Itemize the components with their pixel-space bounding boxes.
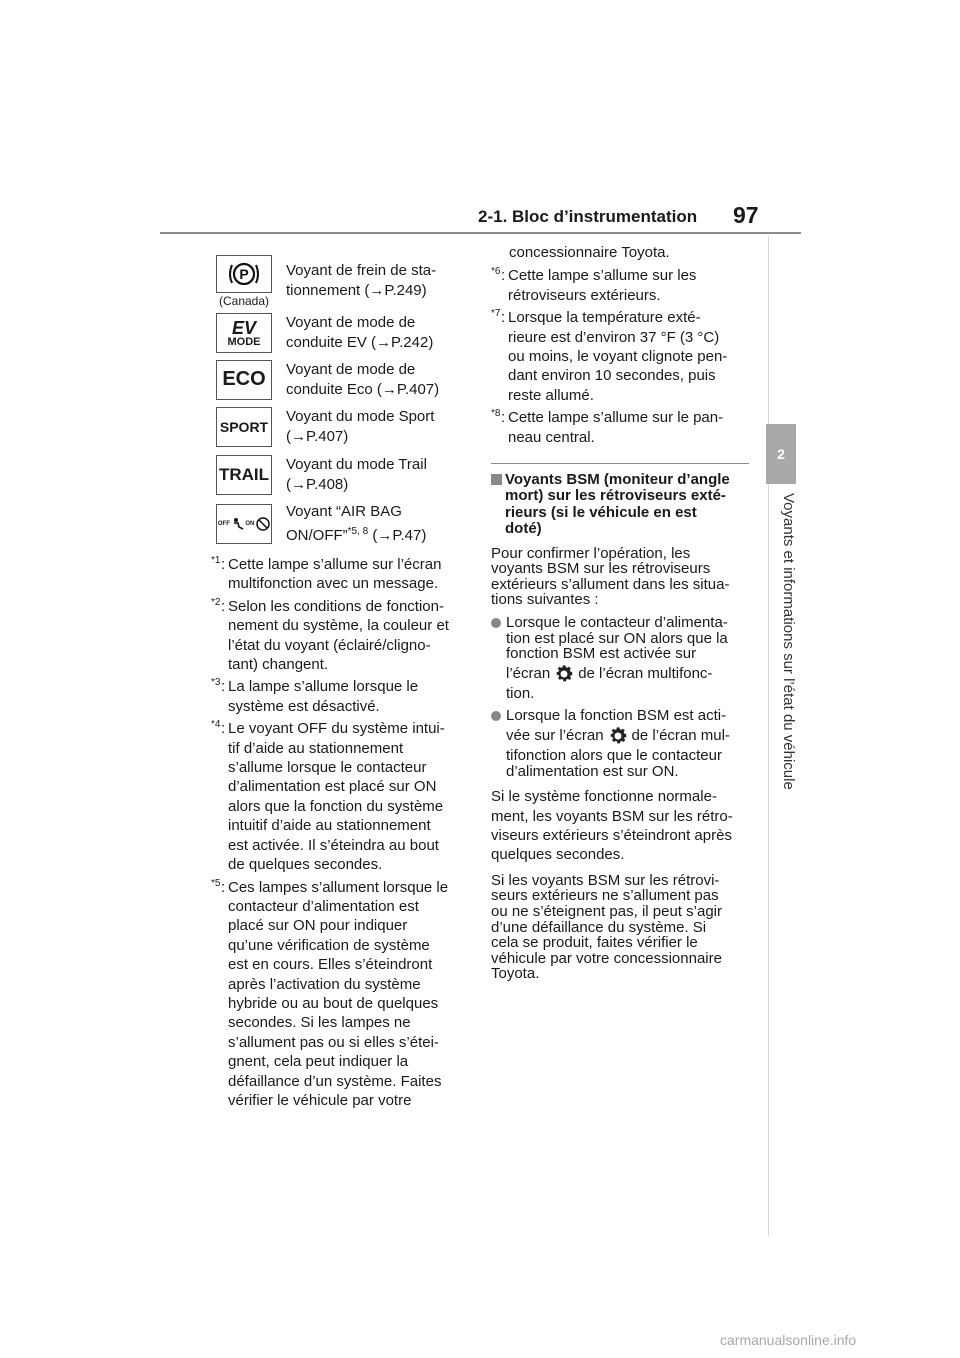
seated-passenger-icon	[232, 517, 244, 531]
indicator-row	[212, 499, 462, 549]
footnote: *6 : Cette lampe s’allume sur les rétroviseurs extérieurs.	[491, 266, 753, 305]
indicator-row	[212, 451, 462, 499]
icon-caption: (Canada)	[218, 293, 270, 308]
indicator-description: conduite Eco (→P.407)	[286, 380, 440, 398]
watermark: carmanualsonline.info	[720, 1332, 857, 1348]
side-rule	[768, 236, 769, 1236]
footnote: *7 : Lorsque la température exté- rieure est d’environ 37 °F (3 °C) ou moins, le voyant clignote pen- dant environ 10 secondes, puis reste allumé.	[491, 308, 753, 405]
footnote-ref: *5, 8	[347, 526, 369, 537]
parking-brake-icon	[216, 255, 272, 293]
airbag-off-icon: OFF ON	[216, 504, 272, 544]
indicator-description: ON/OFF”	[286, 527, 348, 544]
footnote-mark: *7	[491, 308, 501, 320]
indicator-description: (→P.408)	[286, 476, 349, 493]
footnote-mark: *4	[211, 719, 221, 731]
airbag-off-symbol-icon	[256, 517, 270, 531]
section-marker-icon	[491, 474, 502, 485]
gear-icon	[553, 663, 575, 685]
footnote-mark: *1	[211, 555, 221, 566]
indicator-row	[212, 403, 462, 451]
bullet-dot-icon	[491, 618, 501, 628]
bsm-intro: Pour confirmer l’opération, les voyants BSM sur les rétroviseurs extérieurs s’allument dans les situa- tions suivantes :	[491, 544, 730, 609]
footnote-continuation: concessionnaire Toyota.	[509, 244, 670, 261]
indicator-description: Voyant du mode Sport	[286, 408, 435, 425]
indicator-description: conduite EV (→P.242)	[286, 334, 434, 351]
indicator-description: (→P.407)	[286, 428, 349, 445]
chapter-label: Voyants et informations sur l’état du véhicule	[780, 493, 797, 790]
indicator-description: tionnement (→P.249)	[286, 282, 427, 299]
header-rule	[160, 232, 801, 234]
chapter-tab[interactable]: 2	[766, 424, 796, 484]
indicator-description: Voyant du mode Trail	[286, 456, 427, 473]
indicator-description: Voyant de frein de sta-	[286, 262, 437, 279]
section-header-title: 2-1. Bloc d’instrumentation	[478, 207, 698, 226]
footnote-mark: *6	[491, 266, 501, 278]
footnote-mark: *8	[491, 408, 501, 420]
page-number: 97	[733, 202, 759, 228]
indicator-description: Voyant “AIR BAG	[286, 503, 402, 520]
footnote: *2 : Selon les conditions de fonction- nement du système, la couleur et l’état du voyant (éclairé/cligno- tant) changent.	[211, 597, 466, 675]
svg-text:P: P	[239, 265, 249, 282]
footnote-mark: *2	[211, 596, 221, 608]
page-reference: (→P.47)	[368, 527, 427, 544]
bullet-dot-icon	[491, 711, 501, 721]
gear-icon	[607, 725, 629, 747]
sport-icon: SPORT	[216, 407, 272, 447]
footnote: *4 : Le voyant OFF du système intui- tif d’aide au stationnement s’allume lorsque le contacteur d’alimentation est placé sur ON alors que la fonction du système intuitif d’aide au stationnement est activée. Il s’éteindra au bout de quelques secondes.	[211, 719, 466, 874]
bsm-section-title: Voyants BSM (moniteur d’angle mort) sur les rétroviseurs exté- rieurs (si le véhicule en est doté)	[491, 472, 753, 538]
bsm-fault-notice: Si les voyants BSM sur les rétrovi- seurs extérieurs ne s’allument pas ou ne s’éteignent pas, il peut s’agir d’une défaillance du système. Si cela se produit, faites vérifier le véhicule par votre concessionnaire Toyota.	[491, 871, 722, 983]
bsm-normal-operation: Si le système fonctionne normale- ment, les voyants BSM sur les rétro- viseurs extérieurs s’éteindront après quelques secondes.	[491, 788, 733, 864]
trail-icon: TRAIL	[216, 455, 272, 495]
footnote: *3 : La lampe s’allume lorsque le système est désactivé.	[211, 677, 466, 716]
eco-icon: ECO	[216, 360, 272, 400]
footnote: *5 : Ces lampes s’allument lorsque le contacteur d’alimentation est placé sur ON pour indiquer qu’une vérification de système est en cours. Elles s’éteindront après l’activation du système hybride ou au bout de quelques secondes. Si les lampes ne s’allument pas ou si elles s’étei- gnent, cela peut indiquer la défaillance d’un système. Faites vérifier le véhicule par votre	[211, 878, 466, 1111]
footnote: *1 : Cette lampe s’allume sur l’écran multifonction avec un message.	[211, 555, 466, 594]
footnotes-left	[211, 555, 466, 1113]
indicator-row	[212, 356, 462, 403]
ev-mode-icon: EV MODE	[216, 313, 272, 353]
indicator-row	[212, 252, 462, 310]
bsm-condition-item: Lorsque la fonction BSM est acti- vée sur l’écran de l’écran mul- tifonction alors que le contacteur d’alimentation est sur ON.	[491, 708, 753, 779]
bsm-condition-item: Lorsque le contacteur d’alimenta- tion est placé sur ON alors que la fonction BSM est activée sur l’écran de l’écran multifonc- tion.	[491, 615, 753, 701]
indicator-description: Voyant de mode de	[286, 360, 416, 378]
footnote: *8 : Cette lampe s’allume sur le pan- neau central.	[491, 408, 753, 447]
right-column	[491, 243, 753, 982]
indicator-description: Voyant de mode de	[286, 314, 416, 331]
footnote-mark: *5	[211, 877, 221, 889]
footnote-mark: *3	[211, 677, 221, 689]
indicator-row	[212, 310, 462, 356]
indicator-table	[212, 252, 462, 549]
section-divider	[491, 463, 749, 464]
